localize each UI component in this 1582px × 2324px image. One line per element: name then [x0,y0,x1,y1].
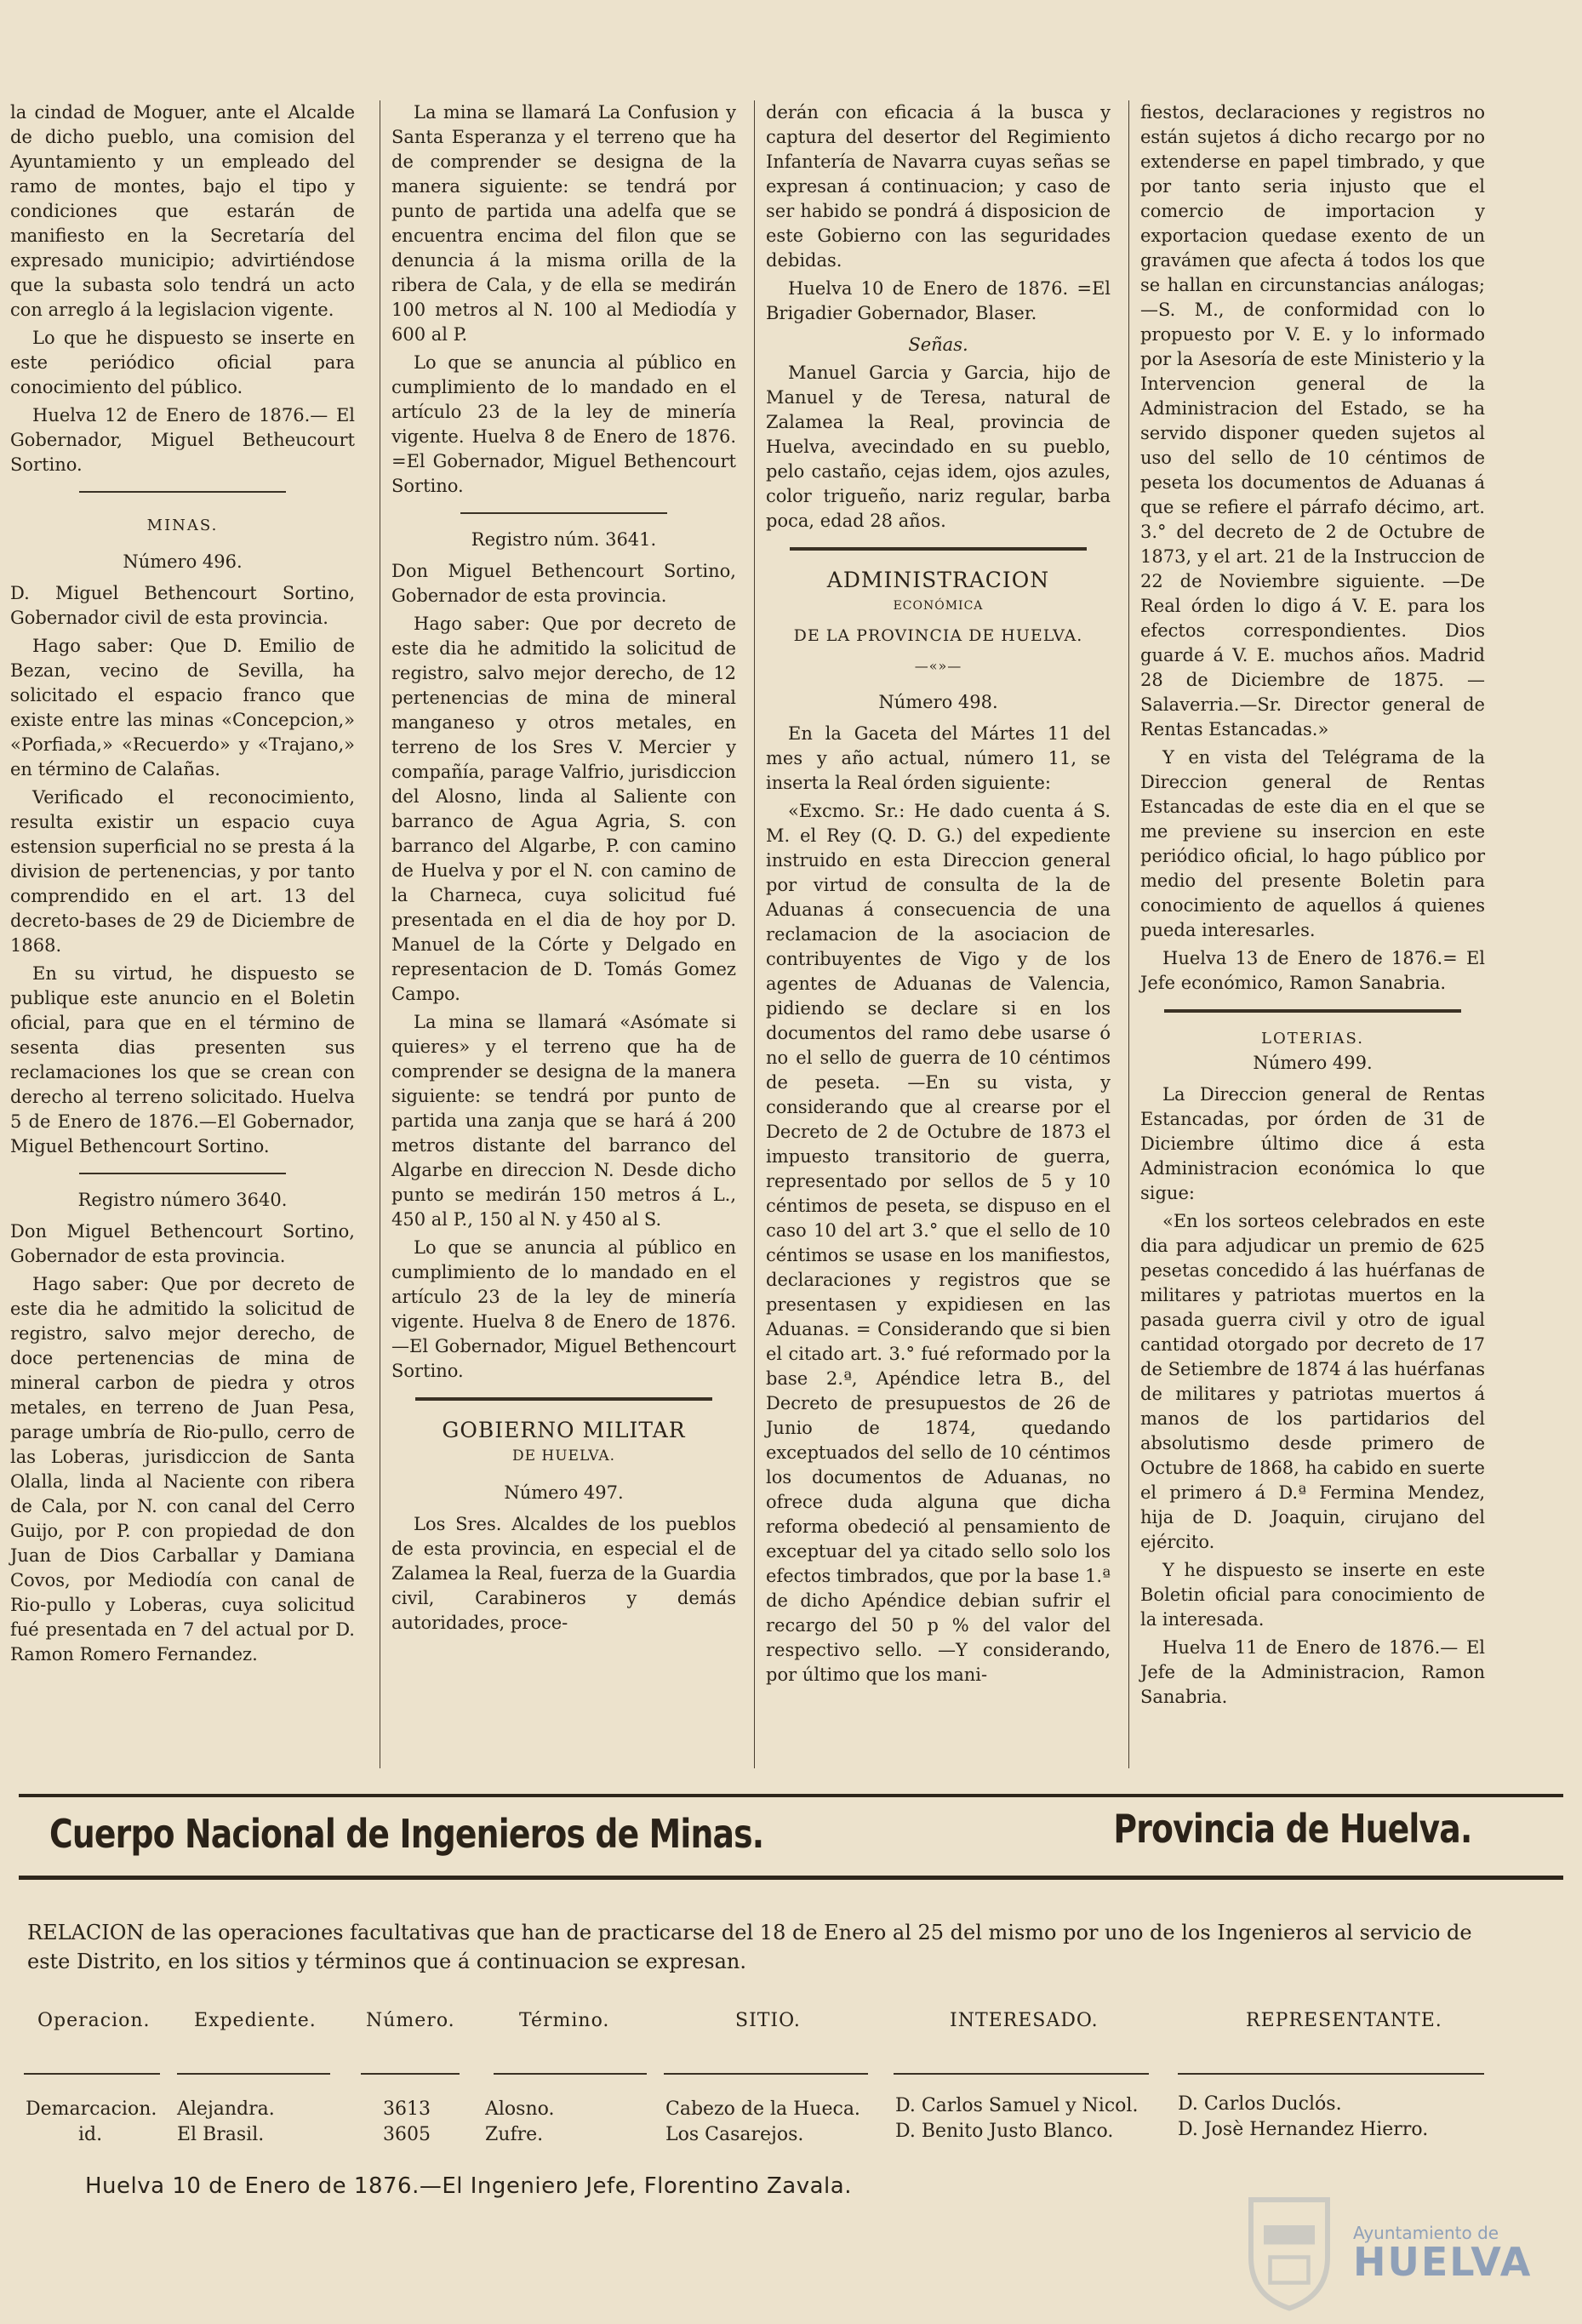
col3-paragraph: Huelva 10 de Enero de 1876. =El Brigadier Gobernador, Blaser. [766,278,1111,323]
table-cell: D. Josè Hernandez Hierro. [1178,2119,1429,2140]
section-heading-minas: MINAS. [146,517,219,534]
number-heading: Número 499. [1253,1053,1373,1073]
header-underline [361,2073,460,2075]
col4-paragraph: Huelva 11 de Enero de 1876.— El Jefe de la Administracion, Ramon Sanabria. [1140,1637,1485,1707]
table-cell: Zufre. [485,2124,544,2145]
col4-paragraph: «En los sorteos celebrados en este dia para adjudicar un premio de 625 pesetas concedido á las huérfanas de militares y patriotas muertos en la pasada guerra civil y otro de igual cantidad otorgado por decreto de 17 de Setiembre de 1874 á las huérfanas de militares y patriotas muertos á manos de los partidarios del absolutismo desde primero de Octubre de 1868, ha cabido en suerte el primero á D.ª Fermina Mendez, hija de D. Joaquin, cirujano del ejército. [1140,1211,1485,1552]
table-cell: id. [78,2124,103,2145]
table-header: REPRESENTANTE. [1246,2010,1442,2031]
table-header: SITIO. [735,2010,801,2031]
table-cell: D. Benito Justo Blanco. [895,2121,1114,2142]
registro-heading: Registro número 3640. [77,1190,288,1210]
header-underline [177,2073,330,2075]
divider [790,547,1086,551]
column-3 [766,100,1111,1691]
ornament: —«»— [914,658,962,674]
divider [460,512,667,514]
crest-icon [1225,2187,1353,2315]
header-underline [664,2073,868,2075]
col1-paragraph: Hago saber: Que D. Emilio de Bezan, vecino de Sevilla, ha solicitado el espacio franco que existe entre las minas «Concepcion,» «Porfiada,» «Recuerdo» y «Trajano,» en término de Calañas. [10,636,355,779]
table-cell: Alejandra. [177,2098,275,2120]
col4-paragraph: La Direccion general de Rentas Estancadas, por órden de 31 de Diciembre último dice á esta Administracion económica lo que sigue: [1140,1084,1485,1203]
table-header: INTERESADO. [950,2010,1099,2031]
col3-paragraph: Manuel Garcia y Garcia, hijo de Manuel y de Teresa, natural de Zalamea la Real, provincia de Huelva, avecindado en su pueblo, pelo castaño, cejas idem, ojos azules, color trigueño, nariz regular, barba poca, edad 28 años. [766,363,1111,531]
col2-paragraph: Don Miguel Bethencourt Sortino, Gobernador de esta provincia. [391,561,736,606]
table-cell: Los Casarejos. [665,2124,804,2145]
header-underline [894,2073,1149,2075]
footer-signature: Huelva 10 de Enero de 1876.—El Ingeniero Jefe, Florentino Zavala. [85,2173,852,2199]
bottom-title-left: Cuerpo Nacional de Ingenieros de Minas. [49,1811,764,1857]
column-1 [10,100,355,1670]
watermark-line: Ayuntamiento de [1353,2223,1499,2243]
col3-paragraph: En la Gaceta del Mártes 11 del mes y año actual, número 11, se inserta la Real órden siguiente: [766,723,1111,793]
table-cell: D. Carlos Duclós. [1178,2093,1342,2115]
col4-paragraph: Y en vista del Telégrama de la Direccion general de Rentas Estancadas de este dia en el que se me previene su insercion en este periódico oficial, lo hago público por medio del presente Boletin para conocimiento de aquellos á quienes pueda interesarles. [1140,747,1485,940]
col3-paragraph: derán con eficacia á la busca y captura del desertor del Regimiento Infantería de Navarra cuyas señas se expresan á continuacion; y caso de ser habido se pondrá á disposicion de este Gobierno con las seguridades debidas. [766,102,1111,271]
header-underline [494,2073,647,2075]
section-rule [19,1876,1563,1880]
table-cell: Alosno. [485,2098,555,2120]
section-subheading: ECONÓMICA [893,599,984,613]
col2-paragraph: La mina se llamará «Asómate si quieres» y el terreno que ha de comprender se designa de la manera siguiente: se tendrá por punto de partida una zanja que se hará á 200 metros distante del barranco del Algarbe en direccion N. Desde dicho punto se medirán 150 metros á L., 450 al P., 150 al N. y 450 al S. [391,1012,736,1230]
col2-paragraph: Los Sres. Alcaldes de los pueblos de esta provincia, en especial el de Zalamea la Real, fuerza de la Guardia civil, Carabineros y demás autoridades, proce- [391,1514,736,1633]
col2-paragraph: La mina se llamará La Confusion y Santa Esperanza y el terreno que ha de comprender se designa de la manera siguiente: se tendrá por punto de partida una adelfa que se encuentra encima del filon que se denuncia á la misma orilla de la ribera de Cala, y de ella se medirán 100 metros al N. 100 al Mediodía y 600 al P. [391,102,736,345]
header-underline [1178,2073,1484,2075]
col3-paragraph: «Excmo. Sr.: He dado cuenta á S. M. el Rey (Q. D. G.) del expediente instruido en esta Direccion general por virtud de consulta de la de Aduanas á consecuencia de una reclamacion de la asociacion de contribuyentes de Vigo y de los agentes de Aduanas de Valencia, pidiendo se declare si en los documentos del ramo debe usarse ó no el sello de guerra de 10 céntimos de peseta. —En su vista, y considerando que al crearse por el Decreto de 2 de Octubre de 1873 el impuesto transitorio de guerra, representado por sellos de 5 y 10 céntimos de peseta, se dispuso en el caso 10 del art 3.° que el sello de 10 céntimos se usase en los manifiestos, declaraciones y registros que se presentasen y expidiesen en las Aduanas. = Considerando que si bien el citado art. 3.° fué reformado por la base 2.ª, Apéndice letra B., del Decreto de presupuestos de 26 de Junio de 1874, quedando exceptuados del sello de 10 céntimos los documentos de Aduanas, no ofrece duda alguna que dicha reforma obedeció al pensamiento de exceptuar del ya citado sello solo los efectos timbrados, que por la base 1.ª de dicho Apéndice debian sufrir el recargo del 50 p % del valor del respectivo sello. —Y considerando, por último que los mani- [766,801,1111,1685]
column-4 [1140,100,1485,1713]
col4-paragraph: Huelva 13 de Enero de 1876.= El Jefe económico, Ramon Sanabria. [1140,948,1485,993]
table-header: Término. [519,2010,610,2031]
header-underline [24,2073,160,2075]
table-header: Operacion. [37,2010,151,2031]
table-cell: Cabezo de la Hueca. [665,2098,860,2120]
section-heading-gobierno: GOBIERNO MILITAR [442,1418,686,1442]
col4-paragraph: Y he dispuesto se inserte en este Boletin oficial para conocimiento de la interesada. [1140,1560,1485,1630]
registro-heading: Registro núm. 3641. [471,529,657,550]
col2-paragraph: Hago saber: Que por decreto de este dia he admitido la solicitud de registro, salvo mejor derecho, de 12 pertenencias de mina de mineral manganeso y otros metales, en terreno de los Sres V. Mercier y compañía, parage Valfrio, jurisdiccion del Alosno, linda al Saliente con barranco de Agua Agria, S. con barranco del Algarbe, P. con camino de Huelva y por el N. con camino de la Charneca, cuya solicitud fué presentada en el dia de hoy por D. Manuel de la Córte y Delgado en representacion de D. Tomás Gomez Campo. [391,614,736,1004]
col1-paragraph: Verificado el reconocimiento, resulta existir un espacio cuya estension superficial no se presta á la division de pertenencias, y por tanto comprendido en el art. 13 del decreto-bases de 29 de Diciembre de 1868. [10,787,355,956]
table-cell: 3613 [383,2098,431,2120]
column-2 [391,100,736,1639]
divider [415,1397,711,1401]
divider [79,491,286,493]
table-cell: D. Carlos Samuel y Nicol. [895,2095,1139,2116]
col1-paragraph: En su virtud, he dispuesto se publique este anuncio en el Boletin oficial, para que en el término de sesenta dias presenten sus reclamaciones los que se crean con derecho al terreno solicitado. Huelva 5 de Enero de 1876.—El Gobernador, Miguel Bethencourt Sortino. [10,963,355,1156]
table-header: Número. [366,2010,455,2031]
senas-heading: Señas. [908,334,968,355]
section-subheading: DE LA PROVINCIA DE HUELVA. [793,626,1083,645]
number-heading: Número 497. [504,1482,624,1503]
section-subheading: DE HUELVA. [511,1448,616,1465]
col4-paragraph: fiestos, declaraciones y registros no están sujetos á dicho recargo por no extenderse en papel timbrado, y que por tanto seria injusto que el comercio de importacion y exportacion quedase exento de un gravámen que afecta á todos los que se hallan en circunstancias análogas; —S. M., de conformidad con lo propuesto por V. E. y lo informado por la Asesoría de este Ministerio y la Intervencion general de la Administracion del Estado, se ha servido disponer queden sujetos al uso del sello de 10 céntimos de peseta los documentos de Aduanas á que se refiere el párrafo décimo, art. 3.° del decreto de 2 de Octubre de 1873, y el art. 21 de la Instruccion de 22 de Noviembre siguiente. —De Real órden lo digo á V. E. para los efectos correspondientes. Dios guarde á V. E. muchos años. Madrid 28 de Diciembre de 1875. —Salaverria.—Sr. Director general de Rentas Estancadas.» [1140,102,1485,739]
table-header: Expediente. [194,2010,317,2031]
col1-paragraph: Don Miguel Bethencourt Sortino, Gobernador de esta provincia. [10,1221,355,1266]
col1-paragraph: Lo que he dispuesto se inserte en este periódico oficial para conocimiento del público. [10,328,355,397]
col1-paragraph: Huelva 12 de Enero de 1876.— El Gobernador, Miguel Betheucourt Sortino. [10,405,355,475]
relacion-intro: RELACION de las operaciones facultativas que han de practicarse del 18 de Enero al 25 del mismo por uno de los Ingenieros al servicio de este Distrito, en los sitios y términos que á continuacion se expresan. [27,1921,1472,1973]
col2-paragraph: Lo que se anuncia al público en cumplimiento de lo mandado en el artículo 23 de la ley de minería vigente. Huelva 8 de Enero de 1876. —El Gobernador, Miguel Bethencourt Sortino. [391,1237,736,1381]
section-heading-administracion: ADMINISTRACION [826,568,1050,592]
watermark-line: HUELVA [1353,2239,1533,2285]
col1-paragraph: D. Miguel Bethencourt Sortino, Gobernador civil de esta provincia. [10,583,355,628]
col1-paragraph: la cindad de Moguer, ante el Alcalde de dicho pueblo, una comision del Ayuntamiento y un empleado del ramo de montes, bajo el tipo y condiciones que estarán de manifiesto en la Secretaría del expresado municipio; advirtiéndose que la subasta solo tendrá un acto con arreglo á la legislacion vigente. [10,102,355,320]
col1-paragraph: Hago saber: Que por decreto de este dia he admitido la solicitud de registro, salvo mejor derecho, de doce pertenencias de mina de mineral carbon de piedra y otros metales, en terreno de Juan Pesa, parage umbría de Rio-pullo, cerro de las Loberas, jurisdiccion de Santa Olalla, linda al Naciente con ribera de Cala, por N. con canal del Cerro Guijo, por P. con propiedad de don Juan de Dios Carballar y Damiana Covos, por Mediodía con canal de Rio-pullo y Loberas, cuya solicitud fué presentada en 7 del actual por D. Ramon Romero Fernandez. [10,1274,355,1664]
section-rule [19,1794,1563,1797]
table-cell: El Brasil. [177,2124,265,2145]
table-cell: Demarcacion. [26,2098,157,2120]
column-rule [1128,100,1129,1768]
number-heading: Número 498. [878,692,998,712]
number-heading: Número 496. [123,551,243,572]
col2-paragraph: Lo que se anuncia al público en cumplimiento de lo mandado en el artículo 23 de la ley de minería vigente. Huelva 8 de Enero de 1876. =El Gobernador, Miguel Bethencourt Sortino. [391,352,736,496]
divider [79,1173,286,1174]
watermark [1353,2223,1533,2285]
divider [1164,1009,1460,1013]
column-rule [754,100,755,1768]
section-heading-loterias: LOTERIAS. [1261,1030,1364,1048]
table-cell: 3605 [383,2124,431,2145]
bottom-title-right: Provincia de Huelva. [1112,1806,1471,1852]
